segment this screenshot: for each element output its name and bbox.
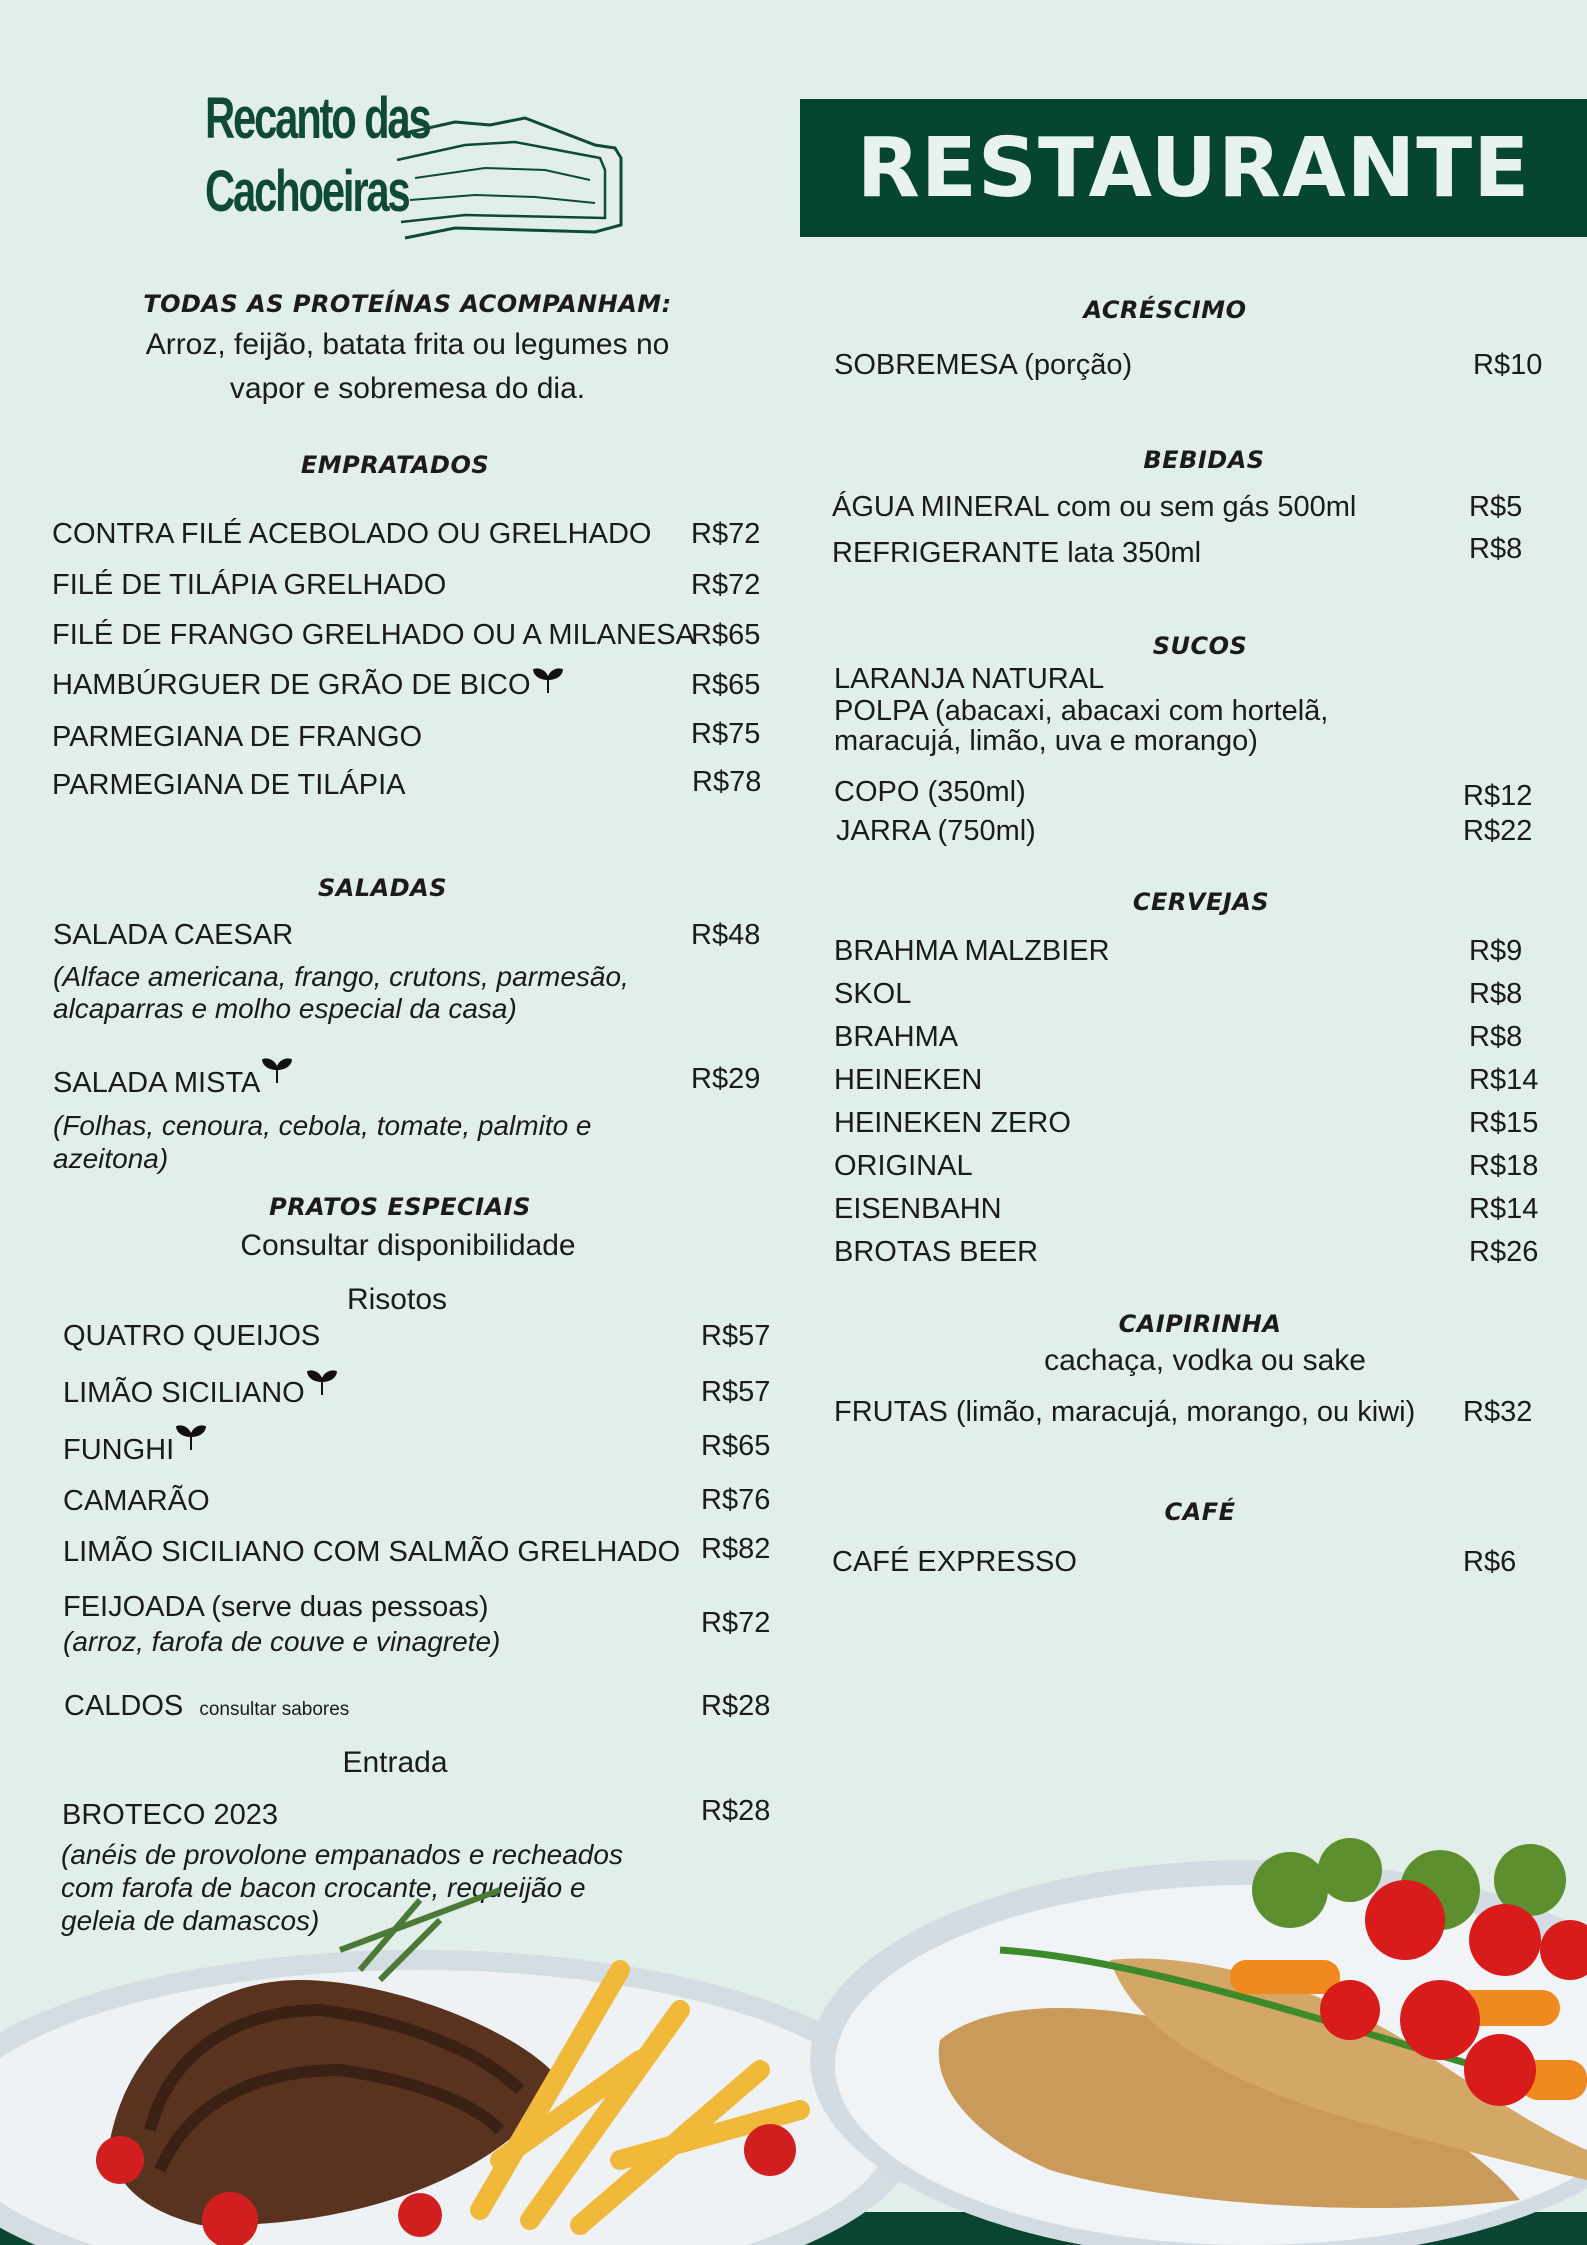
- menu-item-name: PARMEGIANA DE TILÁPIA: [52, 769, 406, 801]
- menu-item-note: consultar sabores: [199, 1699, 350, 1720]
- menu-item-price: R$9: [1469, 935, 1523, 967]
- menu-item-price: R$8: [1469, 533, 1523, 565]
- menu-item-price: R$82: [701, 1533, 771, 1565]
- menu-item-description: alcaparras e molho especial da casa): [53, 993, 517, 1024]
- intro-line-2: vapor e sobremesa do dia.: [229, 372, 586, 405]
- saladas-heading: SALADAS: [317, 874, 447, 902]
- menu-item-vegan: [63, 1375, 337, 1411]
- menu-item-description: (anéis de provolone empanados e recheados: [61, 1839, 623, 1870]
- menu-item-price: R$57: [701, 1320, 771, 1352]
- menu-item-name: FEIJOADA (serve duas pessoas): [63, 1591, 489, 1623]
- menu-item-name: HEINEKEN ZERO: [834, 1107, 1071, 1139]
- leaf-icon: [176, 1424, 206, 1450]
- intro-heading: TODAS AS PROTEÍNAS ACOMPANHAM:: [143, 290, 672, 318]
- entrada-label: Entrada: [342, 1746, 448, 1779]
- menu-item-name: PARMEGIANA DE FRANGO: [52, 721, 423, 753]
- menu-item-name: EISENBAHN: [834, 1193, 1002, 1225]
- menu-item-name: FILÉ DE TILÁPIA GRELHADO: [52, 569, 447, 601]
- menu-item-price: R$10: [1473, 349, 1543, 381]
- page-title: RESTAURANTE: [856, 120, 1531, 216]
- menu-item-description: (arroz, farofa de couve e vinagrete): [63, 1626, 501, 1657]
- title-banner: [800, 99, 1587, 237]
- menu-item-description: com farofa de bacon crocante, requeijão e: [61, 1872, 586, 1903]
- menu-item-price: R$65: [691, 669, 761, 701]
- menu-item-caldos: [64, 1688, 349, 1728]
- menu-item-price: R$72: [691, 518, 761, 550]
- menu-item-name: SKOL: [834, 978, 912, 1010]
- menu-item-vegan: [63, 1432, 206, 1468]
- menu-item-name: ORIGINAL: [834, 1150, 973, 1182]
- empratados-heading: EMPRATADOS: [300, 451, 490, 479]
- leaf-icon: [533, 667, 563, 693]
- menu-item-name: SOBREMESA (porção): [834, 349, 1133, 381]
- menu-item-price: R$14: [1469, 1193, 1539, 1225]
- menu-item-name: FUNGHI: [63, 1434, 175, 1466]
- fish-vegetables-plate-image: [810, 1838, 1587, 2245]
- sucos-heading: SUCOS: [1152, 632, 1248, 660]
- especiais-heading: PRATOS ESPECIAIS: [269, 1193, 531, 1221]
- bebidas-heading: BEBIDAS: [1143, 446, 1265, 474]
- menu-item-description: geleia de damascos): [61, 1905, 320, 1936]
- menu-item-name: JARRA (750ml): [836, 815, 1036, 847]
- intro-line-1: Arroz, feijão, batata frita ou legumes no: [145, 328, 670, 361]
- caipirinha-heading: CAIPIRINHA: [1118, 1310, 1282, 1338]
- menu-item-vegan: [52, 667, 563, 703]
- menu-item-description: (Alface americana, frango, crutons, parmesão,: [53, 961, 629, 992]
- menu-item-name: CAFÉ EXPRESSO: [832, 1546, 1077, 1578]
- menu-item-price: R$15: [1469, 1107, 1539, 1139]
- menu-item-price: R$65: [691, 619, 761, 651]
- waterfall-logo-icon: [395, 100, 635, 250]
- menu-item-price: R$8: [1469, 978, 1523, 1010]
- menu-item-name: LIMÃO SICILIANO: [63, 1377, 305, 1409]
- menu-item-price: R$76: [701, 1484, 771, 1516]
- menu-item-price: R$28: [701, 1690, 771, 1722]
- menu-item-price: R$29: [691, 1063, 761, 1095]
- menu-item-price: R$72: [691, 569, 761, 601]
- acrescimo-heading: ACRÉSCIMO: [1083, 296, 1247, 324]
- cervejas-heading: CERVEJAS: [1132, 888, 1270, 916]
- menu-item-price: R$72: [701, 1607, 771, 1639]
- menu-item-name: REFRIGERANTE lata 350ml: [832, 537, 1202, 569]
- menu-item-price: R$48: [691, 919, 761, 951]
- menu-item-name: BRAHMA MALZBIER: [834, 935, 1110, 967]
- menu-item-price: R$32: [1463, 1396, 1533, 1428]
- sucos-line: maracujá, limão, uva e morango): [834, 725, 1258, 757]
- menu-item-name: QUATRO QUEIJOS: [63, 1320, 321, 1352]
- menu-item-price: R$75: [691, 718, 761, 750]
- menu-item-name: LIMÃO SICILIANO COM SALMÃO GRELHADO: [63, 1536, 681, 1568]
- menu-item-price: R$22: [1463, 815, 1533, 847]
- menu-item-name: ÁGUA MINERAL com ou sem gás 500ml: [832, 491, 1357, 523]
- menu-item-price: R$14: [1469, 1064, 1539, 1096]
- menu-item-name: BROTECO 2023: [62, 1799, 278, 1831]
- sucos-line: POLPA (abacaxi, abacaxi com hortelã,: [834, 695, 1329, 727]
- menu-item-name: SALADA CAESAR: [53, 919, 294, 951]
- menu-item-name: CALDOS: [64, 1690, 184, 1722]
- menu-item-name: FILÉ DE FRANGO GRELHADO OU A MILANESA: [52, 619, 695, 651]
- steak-fries-plate-image: [0, 1890, 920, 2245]
- menu-item-price: R$57: [701, 1376, 771, 1408]
- menu-item-price: R$6: [1463, 1546, 1517, 1578]
- leaf-icon: [262, 1057, 292, 1083]
- menu-item-name: COPO (350ml): [834, 776, 1026, 808]
- food-photos: [0, 1830, 1587, 2245]
- risotos-label: Risotos: [346, 1283, 448, 1316]
- menu-item-price: R$8: [1469, 1021, 1523, 1053]
- logo-line-2: Cachoeiras: [205, 159, 409, 224]
- caipirinha-subtitle: cachaça, vodka ou sake: [1044, 1344, 1366, 1377]
- menu-item-name: BROTAS BEER: [834, 1236, 1039, 1268]
- especiais-subtitle: Consultar disponibilidade: [240, 1229, 576, 1262]
- menu-item-name: HEINEKEN: [834, 1064, 983, 1096]
- menu-item-price: R$5: [1469, 491, 1523, 523]
- menu-item-price: R$78: [692, 766, 762, 798]
- menu-item-name: HAMBÚRGUER DE GRÃO DE BICO: [52, 669, 531, 701]
- menu-item-description: azeitona): [53, 1143, 169, 1174]
- menu-item-price: R$12: [1463, 780, 1533, 812]
- sucos-line: LARANJA NATURAL: [834, 663, 1105, 695]
- menu-item-name: BRAHMA: [834, 1021, 959, 1053]
- menu-item-price: R$26: [1469, 1236, 1539, 1268]
- logo-line-1: Recanto das: [205, 86, 430, 151]
- menu-item-description: (Folhas, cenoura, cebola, tomate, palmito e: [53, 1110, 592, 1141]
- menu-item-vegan: [53, 1065, 292, 1101]
- menu-item-name: SALADA MISTA: [53, 1067, 261, 1099]
- menu-item-name: CONTRA FILÉ ACEBOLADO OU GRELHADO: [52, 518, 652, 550]
- cafe-heading: CAFÉ: [1164, 1498, 1236, 1526]
- menu-item-price: R$28: [701, 1795, 771, 1827]
- menu-item-name: CAMARÃO: [63, 1485, 210, 1517]
- menu-item-price: R$65: [701, 1430, 771, 1462]
- menu-item-price: R$18: [1469, 1150, 1539, 1182]
- leaf-icon: [307, 1369, 337, 1395]
- logo: [205, 85, 625, 250]
- menu-item-name: FRUTAS (limão, maracujá, morango, ou kiwi): [834, 1396, 1416, 1428]
